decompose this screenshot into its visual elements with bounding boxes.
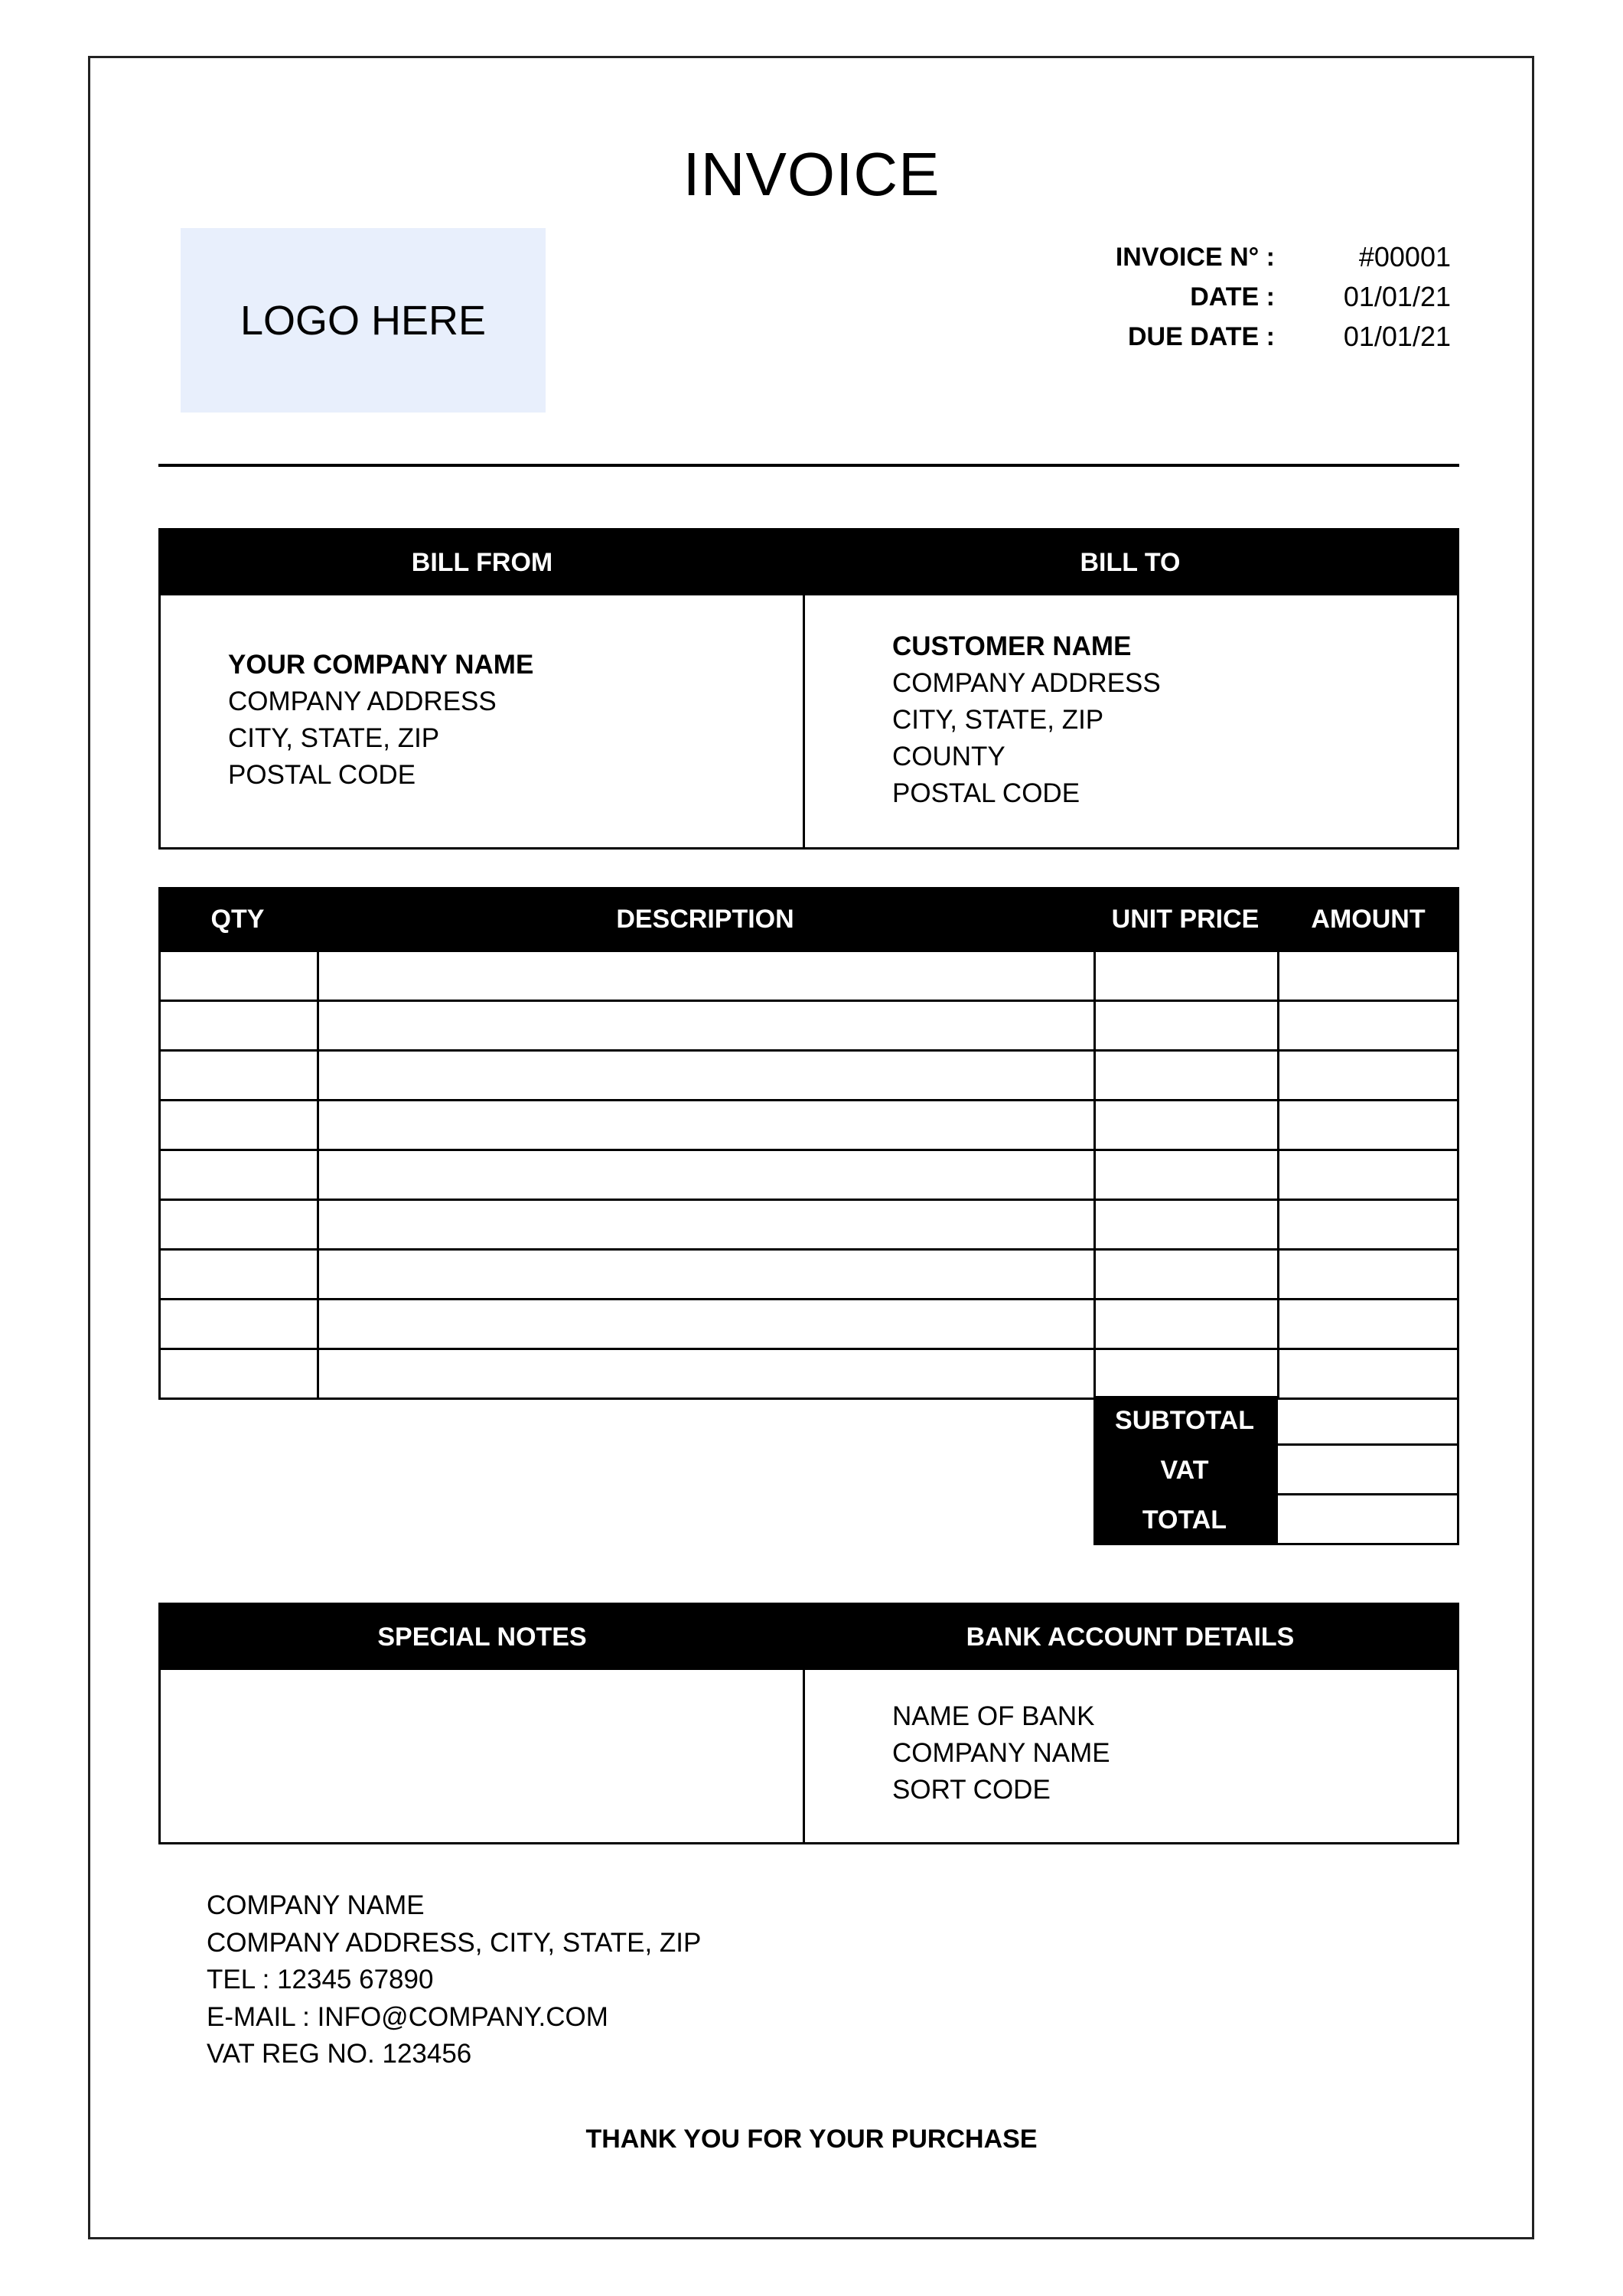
invoice-number-value: #00001 (1358, 241, 1451, 272)
amount-header: AMOUNT (1311, 905, 1426, 934)
footer-vat-reg: VAT REG NO. 123456 (207, 2039, 472, 2069)
table-row (158, 1052, 1459, 1101)
qty-cell[interactable] (161, 1151, 317, 1199)
billing-box (158, 528, 1459, 850)
footer-email: E-MAIL : INFO@COMPANY.COM (207, 2001, 608, 2032)
qty-cell[interactable] (161, 1002, 317, 1049)
amount-cell[interactable] (1277, 1002, 1457, 1049)
table-row (158, 1350, 1459, 1400)
billing-header-bar (161, 530, 1457, 595)
table-row (158, 1251, 1459, 1300)
subtotal-value[interactable] (1276, 1396, 1459, 1446)
special-notes-heading: SPECIAL NOTES (377, 1623, 587, 1652)
qty-cell[interactable] (161, 952, 317, 1000)
invoice-title: INVOICE (683, 140, 940, 208)
bill-from-line: POSTAL CODE (228, 760, 416, 790)
unit-price-header: UNIT PRICE (1111, 905, 1260, 934)
table-row (158, 1300, 1459, 1350)
bill-to-line: COMPANY ADDRESS (892, 668, 1161, 698)
notes-bank-box (158, 1603, 1459, 1844)
vat-value[interactable] (1276, 1446, 1459, 1495)
bill-to-line: POSTAL CODE (892, 778, 1080, 808)
table-row (158, 1201, 1459, 1251)
bill-from-name: YOUR COMPANY NAME (228, 650, 534, 680)
amount-cell[interactable] (1277, 1251, 1457, 1298)
bill-to-address (892, 628, 1161, 812)
bill-to-name: CUSTOMER NAME (892, 631, 1132, 661)
due-date-value: 01/01/21 (1343, 321, 1451, 352)
logo-placeholder (181, 228, 546, 413)
table-row (158, 952, 1459, 1002)
bank-line: COMPANY NAME (892, 1738, 1110, 1768)
table-row (158, 1151, 1459, 1201)
qty-cell[interactable] (161, 1350, 317, 1397)
notes-bank-header-bar (161, 1605, 1457, 1670)
vat-row (1093, 1446, 1459, 1495)
qty-cell[interactable] (161, 1300, 317, 1348)
billing-divider (803, 595, 805, 847)
bank-line: NAME OF BANK (892, 1701, 1095, 1731)
amount-cell[interactable] (1277, 1052, 1457, 1099)
bill-to-line: COUNTY (892, 742, 1005, 771)
bank-line: SORT CODE (892, 1775, 1051, 1805)
notes-bank-divider (803, 1670, 805, 1842)
thank-you-message: THANK YOU FOR YOUR PURCHASE (585, 2125, 1038, 2154)
footer-phone: TEL : 12345 67890 (207, 1965, 434, 1994)
bill-from-line: CITY, STATE, ZIP (228, 723, 440, 753)
amount-cell[interactable] (1277, 1201, 1457, 1248)
logo-text: LOGO HERE (240, 297, 487, 344)
bill-from-heading: BILL FROM (411, 548, 553, 577)
total-row (1093, 1495, 1459, 1545)
qty-cell[interactable] (161, 1201, 317, 1248)
subtotal-row (1093, 1396, 1459, 1446)
total-value[interactable] (1276, 1495, 1459, 1545)
total-label: TOTAL (1093, 1495, 1276, 1545)
bank-details (892, 1698, 1110, 1808)
date-label: DATE : (1190, 282, 1275, 311)
qty-cell[interactable] (161, 1251, 317, 1298)
invoice-meta-values (1344, 237, 1451, 357)
special-notes-area[interactable] (163, 1672, 800, 1842)
bill-to-line: CITY, STATE, ZIP (892, 705, 1104, 735)
invoice-number-label: INVOICE N° : (1115, 243, 1275, 272)
footer-company-info (207, 1887, 701, 2073)
amount-cell[interactable] (1277, 1151, 1457, 1199)
amount-cell[interactable] (1277, 1101, 1457, 1149)
vat-label: VAT (1093, 1446, 1276, 1495)
amount-cell[interactable] (1277, 952, 1457, 1000)
subtotal-label: SUBTOTAL (1093, 1396, 1276, 1446)
amount-cell[interactable] (1277, 1300, 1457, 1348)
header-divider (158, 464, 1459, 467)
bank-details-heading: BANK ACCOUNT DETAILS (966, 1623, 1295, 1652)
amount-cell[interactable] (1277, 1350, 1457, 1397)
bill-to-heading: BILL TO (1080, 548, 1181, 577)
date-value: 01/01/21 (1343, 281, 1451, 312)
qty-header: QTY (210, 905, 265, 934)
table-row (158, 1101, 1459, 1151)
footer-company-name: COMPANY NAME (207, 1890, 425, 1920)
items-header-row (158, 887, 1459, 952)
description-header: DESCRIPTION (616, 905, 794, 934)
bill-from-line: COMPANY ADDRESS (228, 687, 497, 716)
qty-cell[interactable] (161, 1052, 317, 1099)
qty-cell[interactable] (161, 1101, 317, 1149)
bill-from-address (228, 647, 533, 794)
table-row (158, 1002, 1459, 1052)
due-date-label: DUE DATE : (1127, 322, 1275, 351)
invoice-meta-labels (1116, 237, 1275, 357)
footer-address: COMPANY ADDRESS, CITY, STATE, ZIP (207, 1927, 702, 1958)
